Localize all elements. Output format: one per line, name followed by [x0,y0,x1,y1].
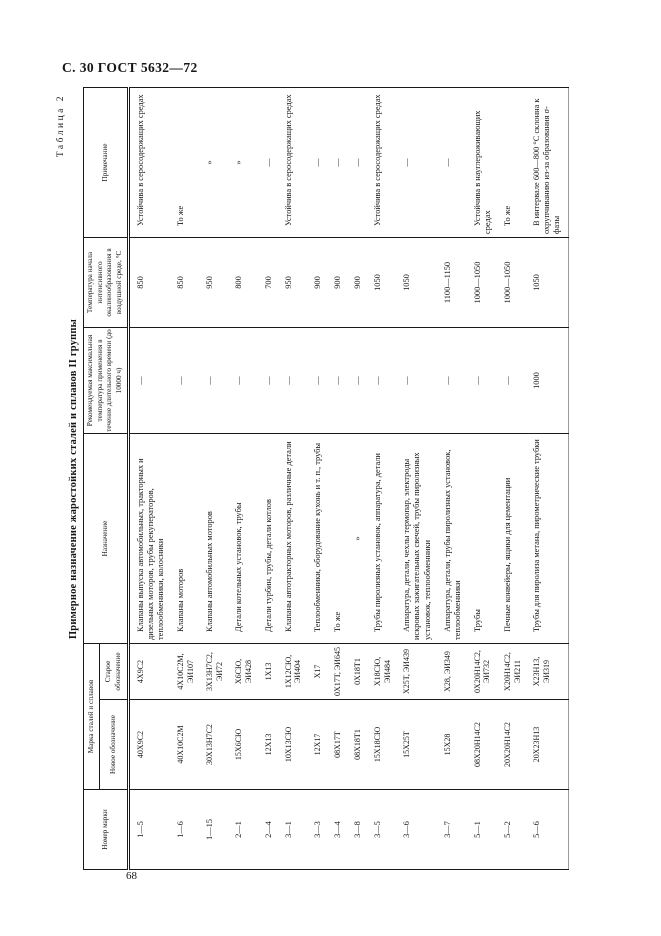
cell-max-temp: — [172,328,201,434]
cell-note: Устойчива в серосодержащих средах [128,88,172,238]
rotated-table-content [56,88,618,870]
cell-note: — [329,88,349,238]
cell-max-temp: — [280,328,309,434]
cell-note: То же [499,88,528,238]
cell-purpose: Трубы для пиролиза метана, пирометрические трубки [528,434,569,644]
cell-old-designation: 3Х13Н7С2, ЭИ72 [201,644,230,700]
header-max-temp: Рекомендуемая максимальная температура применения в течение длительного времени (до 10000 ч) [84,328,129,434]
cell-purpose: Клапаны выпуска автомобильных, тракторных и дизельных моторов, трубы рекуператоров, теплообменники, колосники [128,434,172,644]
cell-grade-number: 5—1 [469,790,499,870]
table-row [349,88,369,870]
cell-max-temp: — [309,328,329,434]
table-row [260,88,280,870]
cell-old-designation: 1Х12СЮ, ЭИ404 [280,644,309,700]
table-row [469,88,499,870]
cell-scale-temp: 950 [201,238,230,328]
cell-purpose: Клапаны моторов [172,434,201,644]
cell-new-designation: 40Х10С2М [172,700,201,790]
cell-grade-number: 5—2 [499,790,528,870]
cell-max-temp: — [398,328,438,434]
cell-grade-number: 1—5 [128,790,172,870]
cell-new-designation: 08Х20Н14С2 [469,700,499,790]
table-label: Таблица 2 [56,94,66,158]
cell-old-designation: 0Х18Т1 [349,644,369,700]
cell-grade-number: 1—15 [201,790,230,870]
cell-purpose: » [349,434,369,644]
cell-purpose: Детали котельных установок, трубы [230,434,259,644]
cell-scale-temp: 1000—1050 [469,238,499,328]
cell-new-designation: 30Х13Н7С2 [201,700,230,790]
cell-max-temp: — [230,328,259,434]
cell-grade-number: 1—6 [172,790,201,870]
cell-grade-number: 2—1 [230,790,259,870]
table-header [84,88,129,870]
table-row [309,88,329,870]
header-note: Примечание [84,88,129,238]
cell-new-designation: 15Х28 [439,700,469,790]
cell-note: В интервале 600—800 °С склонна к охрупчиванию из-за образования σ-фазы [528,88,569,238]
cell-new-designation: 12Х17 [309,700,329,790]
cell-grade-number: 3—3 [309,790,329,870]
cell-scale-temp: 950 [280,238,309,328]
table-row [398,88,438,870]
page-number: 68 [126,870,137,882]
cell-old-designation: 4Х10С2М, ЭИ107 [172,644,201,700]
cell-purpose: Теплообменники, оборудование кухонь и т. п., трубы [309,434,329,644]
cell-note: — [398,88,438,238]
table-row [128,88,172,870]
cell-purpose: Аппаратура, детали, трубы пиролизных установок, теплообменники [439,434,469,644]
cell-new-designation: 10Х13СЮ [280,700,309,790]
cell-max-temp: — [369,328,398,434]
cell-max-temp: 1000 [528,328,569,434]
cell-note: » [230,88,259,238]
cell-new-designation: 08Х18Т1 [349,700,369,790]
cell-purpose: То же [329,434,349,644]
cell-scale-temp: 900 [309,238,329,328]
cell-note: Устойчива в науглероживающих средах [469,88,499,238]
cell-scale-temp: 1050 [369,238,398,328]
table-row [201,88,230,870]
cell-new-designation: 08Х17Т [329,700,349,790]
table-row [280,88,309,870]
cell-old-designation: Х17 [309,644,329,700]
cell-new-designation: 15Х18СЮ [369,700,398,790]
cell-purpose: Трубы пиролизных установок, аппаратура, детали [369,434,398,644]
table-row [230,88,259,870]
cell-grade-number: 2—4 [260,790,280,870]
cell-max-temp: — [201,328,230,434]
cell-purpose: Клапаны автотракторных моторов, различные детали [280,434,309,644]
cell-new-designation: 20Х20Н14С2 [499,700,528,790]
cell-new-designation: 15Х6СЮ [230,700,259,790]
cell-grade-number: 3—6 [398,790,438,870]
cell-note: » [201,88,230,238]
cell-max-temp: — [469,328,499,434]
cell-old-designation: 4Х9С2 [128,644,172,700]
cell-note: — [260,88,280,238]
cell-scale-temp: 1100—1150 [439,238,469,328]
header-new-designation: Новое обозначение [100,700,128,790]
header-old-designation: Старое обозначение [100,644,128,700]
cell-purpose: Детали турбин, трубы, детали котлов [260,434,280,644]
cell-new-designation: 20Х23Н13 [528,700,569,790]
cell-old-designation: 1Х13 [260,644,280,700]
cell-old-designation: Х23Н13, ЭИ319 [528,644,569,700]
cell-note: Устойчива в серосодержащих средах [369,88,398,238]
cell-max-temp: — [499,328,528,434]
cell-note: — [349,88,369,238]
cell-old-designation: Х20Н14С2, ЭИ211 [499,644,528,700]
cell-max-temp: — [349,328,369,434]
header-grade-number: Номер марки [84,790,129,870]
steel-grades-table [83,87,569,870]
table-row [369,88,398,870]
cell-new-designation: 12Х13 [260,700,280,790]
table-row [499,88,528,870]
cell-grade-number: 3—8 [349,790,369,870]
cell-note: Устойчива в серосодержащих средах [280,88,309,238]
cell-grade-number: 3—4 [329,790,349,870]
cell-scale-temp: 850 [128,238,172,328]
cell-old-designation: 0Х20Н14С2, ЭИ732 [469,644,499,700]
cell-old-designation: Х25Т, ЭИ439 [398,644,438,700]
cell-scale-temp: 1050 [528,238,569,328]
cell-old-designation: Х6СЮ, ЭИ428 [230,644,259,700]
cell-scale-temp: 1000—1050 [499,238,528,328]
table-row [439,88,469,870]
table-row [528,88,569,870]
table-row [329,88,349,870]
rotated-table-area [56,88,618,870]
cell-scale-temp: 900 [349,238,369,328]
table-body [128,88,568,870]
cell-scale-temp: 850 [172,238,201,328]
header-scale-temp: Температура начала интенсивного окалинообразования в воздушной среде, °С [84,238,129,328]
header-purpose: Назначение [84,434,129,644]
cell-purpose: Трубы [469,434,499,644]
cell-old-designation: Х28, ЭИ349 [439,644,469,700]
cell-max-temp: — [128,328,172,434]
cell-new-designation: 15Х25Т [398,700,438,790]
cell-scale-temp: 700 [260,238,280,328]
cell-grade-number: 5—6 [528,790,569,870]
cell-purpose: Клапаны автомобильных моторов [201,434,230,644]
cell-grade-number: 3—7 [439,790,469,870]
cell-scale-temp: 800 [230,238,259,328]
cell-note: То же [172,88,201,238]
cell-grade-number: 3—1 [280,790,309,870]
cell-note: — [439,88,469,238]
cell-grade-number: 3—5 [369,790,398,870]
cell-max-temp: — [260,328,280,434]
table-title: Примерное назначение жаростойких сталей и сплавов II группы [68,318,79,640]
table-row [172,88,201,870]
cell-max-temp: — [439,328,469,434]
header-mark-group: Марка сталей и сплавов [84,644,100,790]
page-header: С. 30 ГОСТ 5632—72 [62,60,198,75]
cell-old-designation: 0Х17Т, ЭИ645 [329,644,349,700]
cell-purpose: Аппаратура, детали, чехлы термопар, электроды искровых зажигательных свечей, трубы пиролизных установок, теплообменники [398,434,438,644]
cell-old-designation: Х18СЮ, ЭИ484 [369,644,398,700]
cell-max-temp: — [329,328,349,434]
cell-scale-temp: 1050 [398,238,438,328]
cell-scale-temp: 900 [329,238,349,328]
cell-note: — [309,88,329,238]
cell-new-designation: 40Х9С2 [128,700,172,790]
cell-purpose: Печные конвейеры, ящики для цементации [499,434,528,644]
